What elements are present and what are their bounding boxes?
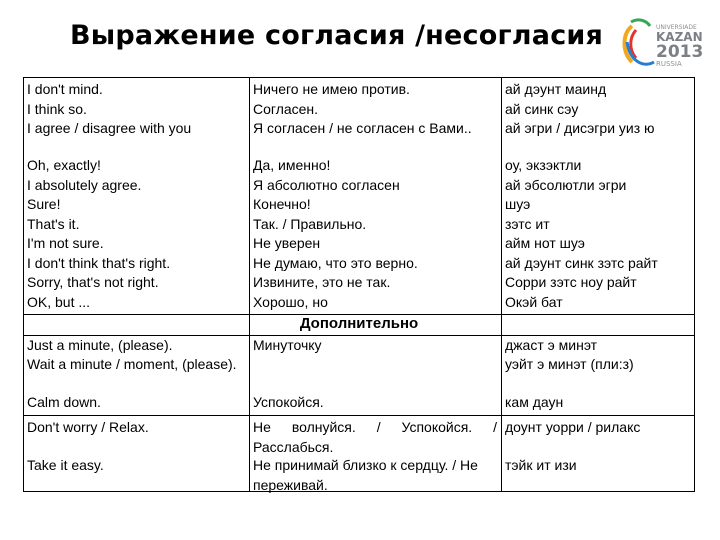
logo-line2: KAZAN xyxy=(656,30,703,44)
column-divider-2 xyxy=(501,78,502,491)
logo-line1: UNIVERSIADE xyxy=(656,24,697,31)
logo-line3: 2013 xyxy=(656,42,704,62)
russian-phrase-calm-down: Успокойся. xyxy=(253,394,324,410)
english-phrase-calm-down: Calm down. xyxy=(27,394,101,410)
english-phrases-1: I don't mind. I think so. I agree / disagree with you xyxy=(27,81,192,136)
universiade-logo xyxy=(618,12,718,82)
transliteration-calm-down: кам даун xyxy=(505,394,564,410)
english-phrases-2: Oh, exactly! I absolutely agree. Sure! That's it. I'm not sure. I don't think that's right. Sorry, that's not right. OK, but ... xyxy=(27,157,171,310)
transliteration-dont-worry: доунт уорри / рилакс xyxy=(505,419,641,435)
english-phrase-wait-a-minute: Wait a minute / moment, (please). xyxy=(27,356,237,372)
page-title: Выражение согласия /несогласия xyxy=(70,20,604,51)
transliteration-2: оу, экзэктли ай эбсолютли эгри шуэ зэтс ит айм нот шуэ ай дэунт синк зэтс райт Сорри зэтс ноу райт Окэй бат xyxy=(505,157,658,310)
russian-phrase-dont-worry: Не волнуйся. / Успокойся. / Расслабься. xyxy=(253,419,497,455)
row-divider xyxy=(24,415,694,416)
english-phrase-take-it-easy: Take it easy. xyxy=(27,457,104,473)
russian-phrase-take-it-easy: Не принимай близко к сердцу. / Не переживай. xyxy=(253,457,478,493)
english-phrase-just-a-minute: Just a minute, (please). xyxy=(27,337,173,353)
phrases-table xyxy=(23,77,695,492)
russian-phrases-2: Да, именно! Я абсолютно согласен Конечно! Так. / Правильно. Не уверен Не думаю, что это верно. Извините, это не так. Хорошо, но xyxy=(253,157,418,310)
russian-phrase-minutochku: Минуточку xyxy=(253,337,322,353)
transliteration-take-it-easy: тэйк ит изи xyxy=(505,457,577,473)
section-label: Дополнительно xyxy=(299,315,419,332)
transliteration-1: ай дэунт маинд ай синк сэу ай эгри / дисэгри уиз ю xyxy=(505,81,655,136)
logo-line4: RUSSIA xyxy=(656,60,682,68)
english-phrase-dont-worry: Don't worry / Relax. xyxy=(27,419,149,435)
transliteration-wait-a-minute: уэйт э минэт (пли:з) xyxy=(505,356,634,372)
russian-phrases-1a: Ничего не имею против. Согласен. xyxy=(253,81,410,117)
transliteration-just-a-minute: джаст э минэт xyxy=(505,337,598,353)
russian-phrases-1b: Я согласен / не согласен с Вами.. xyxy=(253,120,472,136)
column-divider-1 xyxy=(249,78,250,491)
